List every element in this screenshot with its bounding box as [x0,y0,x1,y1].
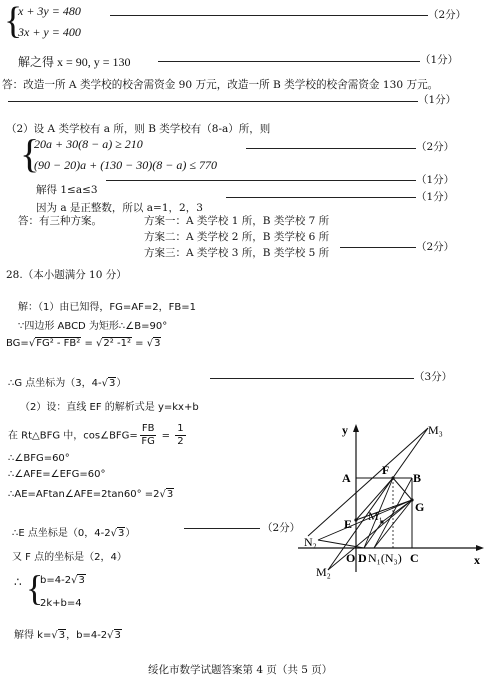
answer-line: 答：改造一所 A 类学校的校舍需资金 90 万元，改造一所 B 类学校的校舍需资金 130 万元。 [2,79,439,91]
label-x: x [474,553,480,567]
label-n2: N₂ [304,535,317,549]
inequality-1: 20a + 30(8 − a) ≥ 210 [34,137,143,151]
solve-line: 解得 1≤a≤3 [36,184,98,196]
label-f: F [382,463,390,477]
line-n2-g [318,500,412,540]
score-leader [8,101,418,102]
label-o: O [346,551,356,565]
equation-2: 3x + y = 400 [18,25,81,39]
score-label: （1分） [418,94,457,106]
label-y: y [342,423,348,437]
plan-3: 方案三：A 类学校 3 所，B 类学校 5 所 [144,247,330,259]
line-fg [393,478,412,500]
score-leader [106,180,416,181]
part2-intro: （2）设 A 类学校有 a 所，则 B 类学校有（8-a）所，则 [6,123,271,135]
step-11: 又 F 点的坐标是（2，4） [12,552,127,563]
therefore-symbol: ∴ [14,575,22,589]
score-label: （1分） [416,191,455,203]
label-g: G [415,500,425,514]
score-label: （2分） [416,241,455,253]
question-title: 28.（本小题满分 10 分） [6,269,127,281]
score-leader [184,528,260,529]
line-n2-d [318,540,364,548]
y-axis-arrow [353,424,359,432]
score-leader [340,247,416,248]
label-d: D [358,551,367,565]
score-leader [110,15,428,16]
point-f [391,476,394,479]
score-label: （2分） [262,522,301,534]
solution-line: 解之得 x = 90, y = 130 [18,55,131,69]
score-leader [226,197,416,198]
plans-answer: 答：有三种方案。 [18,215,102,227]
label-b: B [413,471,422,485]
step-2: ∵四边形 ABCD 为矩形∴∠B=90° [18,321,168,332]
step-6: 在 Rt△BFG 中，cos∠BFG= $\frac{FB}{FG}$ = $\frac{1}{2}$ [8,423,184,447]
step-10: ∴E 点坐标是（0，4-2√3） [12,528,136,539]
point-e [354,518,357,521]
score-leader [246,148,416,149]
score-label: （2分） [416,141,455,153]
label-n1-n3: N₁(N₃) [368,551,402,565]
page-footer: 绥化市数学试题答案第 4 页（共 5 页） [148,664,333,676]
score-label: （3分） [414,371,453,383]
coordinate-figure [298,420,484,580]
system-brace: { [20,131,40,176]
score-label: （2分） [428,9,467,21]
label-m2: M₂ [316,565,331,579]
system-eq-2: 2k+b=4 [40,598,82,609]
step-3: BG=√FG² - FB² = √2² -1² = √3 [6,338,161,349]
equation-1: x + 3y = 480 [18,4,81,18]
inequality-2: (90 − 20)a + (130 − 30)(8 − a) ≤ 770 [34,158,217,172]
step-9: ∴AE=AFtan∠AFE=2tan60° =2√3 [8,489,174,500]
label-m3: M₃ [428,423,443,437]
step-1: 解：（1）由已知得，FG=AF=2，FB=1 [18,302,196,313]
step-4: ∴G 点坐标为（3，4-√3） [8,378,127,389]
score-leader [210,378,414,379]
step-7: ∴∠BFG=60° [8,453,70,464]
label-e: E [344,517,353,531]
score-leader [158,61,420,62]
score-label: （1分） [420,54,459,66]
plan-1: 方案一：A 类学校 1 所，B 类学校 7 所 [144,215,330,227]
system-eq-1: b=4-2√3 [40,575,85,586]
label-c: C [410,551,419,565]
label-m1: M₁ [368,509,383,523]
point-g [410,498,413,501]
system-brace: { [26,568,44,608]
x-axis-arrow [476,545,484,551]
step-8: ∴∠AFE=∠EFG=60° [8,469,106,480]
score-label: （1分） [416,174,455,186]
step-13: 解得 k=√3，b=4-2√3 [14,630,121,641]
label-a: A [342,471,351,485]
plan-2: 方案二：A 类学校 2 所，B 类学校 6 所 [144,231,330,243]
step-5: （2）设：直线 EF 的解析式是 y=kx+b [20,402,199,413]
integer-line: 因为 a 是正整数，所以 a=1，2，3 [36,202,203,214]
system-brace: { [4,0,23,42]
